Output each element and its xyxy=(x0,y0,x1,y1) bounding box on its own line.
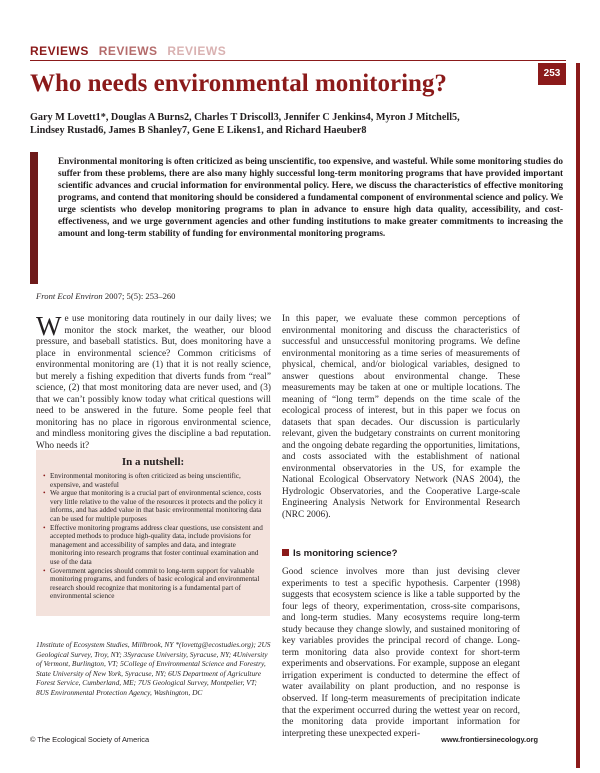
nutshell-item: • Government agencies should commit to long-term support for valuable monitoring programs, and funders of basic ecological and environmental research should recognize that monitoring is a fundamental part of environmental science xyxy=(42,567,264,601)
right-paragraph-1: In this paper, we evaluate these common perceptions of environmental monitoring and discuss the characteristics of successful and unsuccessful monitoring programs. We define environmental monitoring as a time series of measurements of physical, chemical, and/or biological variables, designed to answer questions about environmental change. These measurements may be taken at one or multiple locations. The meaning of “long term” depends on the time scale of the ecological process of interest, but in this paper we focus on datasets that span decades. Our discussion is particularly relevant, given the budgetary constraints on current monitoring and the ongoing debate regarding the opportunities, limitations, and costs associated with the establishment of national environmental observatories in the US, for example the National Ecological Observatory Network (NAS 2004), the Hydrologic Observatories, and the Cooperative Large-scale Engineering Analysis Network for Environmental Research (NRC 2006). xyxy=(282,314,520,520)
nutshell-item: • Environmental monitoring is often criticized as being unscientific, expensive, and wasteful xyxy=(42,472,264,489)
intro-text: e use monitoring data routinely in our daily lives; we monitor the stock market, the weather, our blood pressure, and baseball statistics. But, does monitoring have a place in environmental science? Common criticisms of environmental monitoring are (1) that it is not really science, but merely a fishing expedition that diverts funds from “real” science, (2) that most monitoring data are never used, and (3) that we can’t possibly know today what critical questions will need to be answered in the future. Some people feel that monitoring has no place in rigorous environmental science, and mindless monitoring gives the discipline a bad reputation. Who needs it? xyxy=(36,314,271,451)
square-bullet-icon xyxy=(282,549,289,556)
nutshell-item: • We argue that monitoring is a crucial part of environmental science, costs very little relative to the value of the resources it protects and the policy it informs, and has added value in that basic environmental monitoring data can be used for multiple purposes xyxy=(42,489,264,523)
reviews-label-2: REVIEWS xyxy=(98,44,158,58)
footer-url[interactable]: www.frontiersinecology.org xyxy=(441,735,538,744)
side-bar xyxy=(576,63,580,768)
drop-cap: W xyxy=(36,311,62,341)
nutshell-title: In a nutshell: xyxy=(121,456,185,468)
nutshell-item: • Effective monitoring programs address clear questions, use consistent and accepted methods to produce high-quality data, include provisions for management and accessibility of samples and data, and integrate monitoring into research programs that foster continual examination and use of the data xyxy=(42,524,264,567)
page-number: 253 xyxy=(538,63,566,85)
affiliations: 1Institute of Ecosystem Studies, Millbrook, NY *(lovettg@ecostudies.org); 2US Geological Survey, Troy, NY; 3Syracuse University, Syracuse, NY; 4University of Vermont, Burlington, VT; 5College of Environmental Science and Forestry, State University of New York, Syracuse, NY; 6US Department of Agriculture Forest Service, Cumberland, ME; 7US Geological Survey, Montpelier, VT; 8US Environmental Protection Agency, Washington, DC xyxy=(36,640,271,697)
footer-copyright: © The Ecological Society of America xyxy=(30,735,150,744)
section-label xyxy=(30,44,226,58)
citation xyxy=(36,291,175,301)
citation-ref: 2007; 5(5): 253–260 xyxy=(102,291,176,301)
reviews-label-1: REVIEWS xyxy=(30,44,89,58)
citation-journal: Front Ecol Environ xyxy=(36,291,103,301)
nutshell-list xyxy=(42,472,264,601)
section-heading xyxy=(282,548,398,559)
authors-line-2: Lindsey Rustad6, James B Shanley7, Gene E Likens1, and Richard Haeuber8 xyxy=(30,125,367,136)
header-rule xyxy=(30,60,566,61)
authors-line-1: Gary M Lovett1*, Douglas A Burns2, Charles T Driscoll3, Jennifer C Jenkins4, Myron J Mitchell5, xyxy=(30,112,460,123)
reviews-label-3: REVIEWS xyxy=(167,44,227,58)
nutshell-box xyxy=(36,450,270,616)
abstract-bar xyxy=(30,152,38,284)
abstract: Environmental monitoring is often criticized as being unscientific, too expensive, and wasteful. While some monitoring studies do suffer from these problems, there are also many highly successful long-term monitoring programs that have provided important scientific advances and crucial information for environmental policy. Here, we discuss the characteristics of effective monitoring programs, and contend that monitoring should be considered a fundamental component of environmental science and policy. We urge scientists who develop monitoring programs to plan in advance to ensure high data quality, accessibility, and cost-effectiveness, and we urge government agencies and other funding institutions to make greater commitments to increasing the amount and long-term stability of funding for environmental monitoring programs. xyxy=(58,156,563,238)
intro-paragraph xyxy=(36,311,271,452)
right-paragraph-2: Good science involves more than just devising clever experiments to test a specific hypothesis. Carpenter (1998) suggests that ecosystem science is like a table supported by the four legs of theory, experimentation, cross-site comparisons, and long-term studies. Many ecosystems require long-term study because they change slowly, and sustained monitoring of key variables provides the principal record of change. Long-term monitoring data also provide context for short-term experiments and observations. For example, suppose an elegant irrigation experiment is conducted to determine the effect of water availability on plant production, and no response is observed. If long-term measurements of precipitation indicate that the experiment occurred during the wettest year on record, the monitoring data provide important information for interpreting these unexpected experi- xyxy=(282,567,520,739)
author-list xyxy=(30,111,560,137)
article-title: Who needs environmental monitoring? xyxy=(30,70,447,97)
section-heading-text: Is monitoring science? xyxy=(293,548,398,559)
